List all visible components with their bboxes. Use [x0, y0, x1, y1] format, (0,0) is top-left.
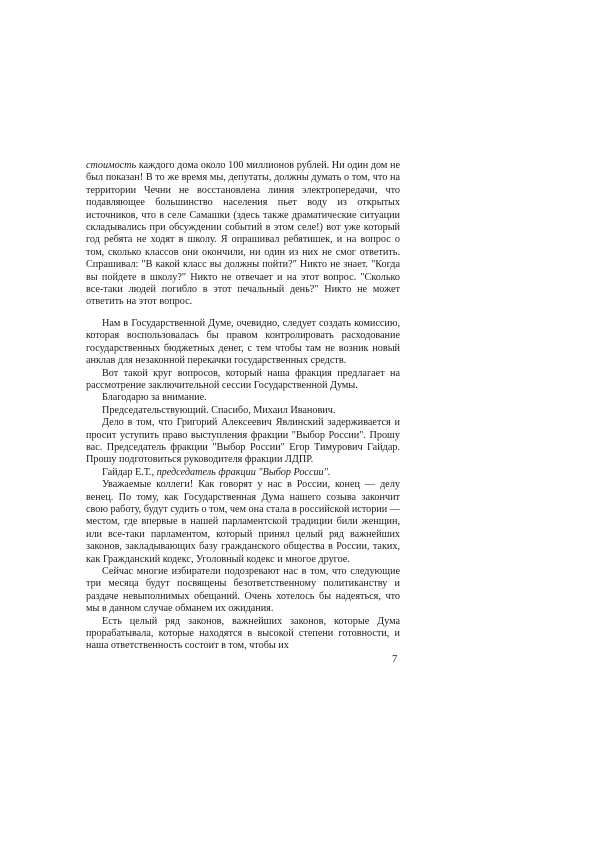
- speaker-title: председатель фракции "Выбор России".: [156, 466, 331, 478]
- paragraph: Уважаемые коллеги! Как говорят у нас в России, конец — делу венец. По тому, как Государственная Дума нашего созыва закончит свою работу, будут судить о том, чем она стала в российской истории — местом, где впервые в нашей парламентской традиции били женщин, или все-таки парламентом, который принял целый ряд важнейших законов, закладывающих базу гражданского общества в России, таких, как Гражданский кодекс, Уголовный кодекс и многое другое.: [86, 479, 400, 565]
- paragraph: Дело в том, что Григорий Алексеевич Явлинский задерживается и просит уступить право выступления фракции "Выбор России". Прошу вас. Председатель фракции "Выбор России" Егор Тимурович Гайдар. Прошу подготовиться руководителя фракции ЛДПР.: [86, 417, 400, 466]
- italic-word: стоимость: [86, 160, 137, 171]
- paragraph: Есть целый ряд законов, важнейших законов, которые Дума прорабатывала, которые находятся в высокой степени готовности, и наша ответственность состоит в том, чтобы их: [86, 615, 400, 652]
- page-number: 7: [392, 654, 398, 665]
- document-body: [86, 160, 400, 653]
- paragraph: [86, 160, 400, 309]
- paragraph-text: каждого дома около 100 миллионов рублей. Ни один дом не был показан! В то же время мы, депутаты, должны думать о том, что на территории Чечни не восстановлена линия электропередачи, что подавляющее большинство населения пьет воду из открытых источников, что в селе Самашки (здесь также драматические ситуации складывались при обсуждении событий в этом селе!) вот уже который год ребята не ходят в школу. Я опрашивал ребятишек, и на вопрос о том, сколько классов они окончили, ни один из них не смог ответить. Спрашивал: "В какой класс вы должны пойти?" Никто не знает. "Когда вы пойдете в школу?" Никто не отвечает и на этот вопрос. "Сколько все-таки людей погибло в этот печальный день?" Никто не может ответить на этот вопрос.: [86, 160, 400, 308]
- speaker-name: Гайдар Е.Т.,: [102, 466, 157, 478]
- paragraph: Вот такой круг вопросов, который наша фракция предлагает на рассмотрение заключительной сессии Государственной Думы.: [86, 367, 400, 391]
- speaker-line: [86, 467, 400, 479]
- paragraph: Благодарю за внимание.: [102, 392, 207, 404]
- paragraph: Председательствующий. Спасибо, Михаил Иванович.: [102, 404, 336, 416]
- paragraph: Нам в Государственной Думе, очевидно, следует создать комиссию, которая воспользовалась бы правом контролировать расходование государственных бюджетных денег, с тем чтобы там не возник новый анклав для незаконной перекачки государственных средств.: [86, 317, 400, 367]
- paragraph: Сейчас многие избиратели подозревают нас в том, что следующие три месяца будут посвящены безответственному политиканству и раздаче невыполнимых обещаний. Очень хотелось бы надеяться, что мы в данном случае обманем их ожидания.: [86, 566, 400, 615]
